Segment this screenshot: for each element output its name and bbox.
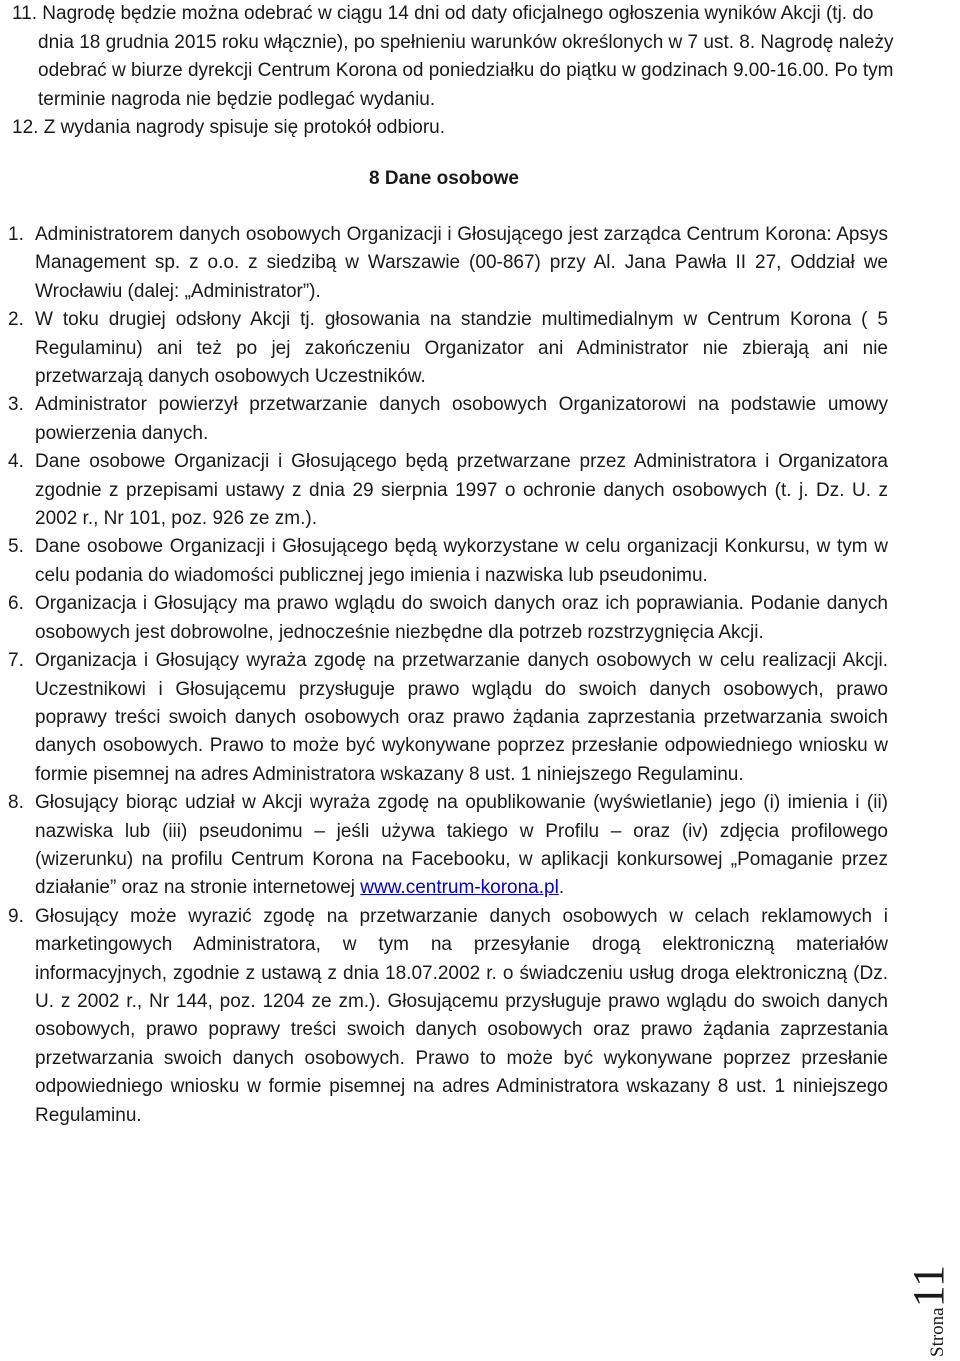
section-heading: 8 Dane osobowe xyxy=(369,168,519,189)
item-text: Głosujący może wyrazić zgodę na przetwarzanie danych osobowych w celach reklamowych i marketingowych Administratora, w tym na przesyłanie drogą elektroniczną materiałów informacyjnych, zgodnie z ustawą z dnia 18.07.2002 r. o świadczeniu usług droga elektroniczną (Dz. U. z 2002 r., Nr 144, poz. 1204 ze zm.). Głosującemu przysługuje prawo wglądu do swoich danych osobowych, prawo poprawy treści swoich danych osobowych oraz prawo żądania zaprzestania przetwarzania swoich danych osobowych. Prawo to może być wykonywane poprzez przesłanie odpowiedniego wniosku w formie pisemnej na adres Administratora wskazany 8 ust. 1 niniejszego Regulaminu. xyxy=(35,905,888,1126)
list-item xyxy=(8,391,888,448)
item-number: 9. xyxy=(8,905,24,927)
list-item xyxy=(8,903,888,1130)
personal-data-list xyxy=(8,221,888,1130)
item-text: Głosujący biorąc udział w Akcji wyraża zgodę na opublikowanie (wyświetlanie) jego (i) imienia i (ii) nazwiska lub (iii) pseudonimu – jeśli używa takiego w Profilu – oraz (iv) zdjęcia profilowego (wizerunku) na profilu Centrum Korona na Facebooku, w aplikacji konkursowej „Pomaganie przez działanie” oraz na stronie internetowej xyxy=(35,792,888,899)
item-number: 5. xyxy=(8,536,24,558)
item-text-end: . xyxy=(558,877,565,899)
item-text: Organizacja i Głosujący wyraża zgodę na przetwarzanie danych osobowych w celu realizacji Akcji. Uczestnikowi i Głosującemu przysługuje prawo wglądu do swoich danych osobowych, prawo poprawy treści swoich danych osobowych oraz prawo żądania zaprzestania przetwarzania swoich danych osobowych. Prawo to może być wykonywane poprzez przesłanie odpowiedniego wniosku w formie pisemnej na adres Administratora wskazany 8 ust. 1 niniejszego Regulaminu. xyxy=(35,650,888,785)
list-item xyxy=(8,590,888,647)
item-number: 4. xyxy=(8,451,24,473)
item-number: 1. xyxy=(8,224,24,245)
paragraph-12: 12. Z wydania nagrody spisuje się protokół odbioru. xyxy=(12,117,446,139)
list-item xyxy=(8,533,888,590)
page-number-label xyxy=(903,1265,954,1357)
item-text: Organizacja i Głosujący ma prawo wglądu do swoich danych oraz ich poprawiania. Podanie danych osobowych jest dobrowolne, jednocześnie niezbędne dla potrzeb rozstrzygnięcia Akcji. xyxy=(35,593,888,643)
list-item xyxy=(8,448,888,533)
continued-section xyxy=(12,0,900,143)
item-text: Dane osobowe Organizacji i Głosującego będą przetwarzane przez Administratora i Organizatora zgodnie z przepisami ustawy z dnia 29 sierpnia 1997 o ochronie danych osobowych (t. j. Dz. U. z 2002 r., Nr 101, poz. 926 ze zm.). xyxy=(35,451,888,530)
item-number: 8. xyxy=(8,792,24,814)
item-text: Administrator powierzył przetwarzanie danych osobowych Organizatorowi na podstawie umowy powierzenia danych. xyxy=(35,394,888,444)
website-link[interactable]: www.centrum-korona.pl xyxy=(360,877,559,899)
item-number: 6. xyxy=(8,593,24,615)
item-text: Administratorem danych osobowych Organizacji i Głosującego jest zarządca Centrum Korona: Apsys Management sp. z o.o. z siedzibą w Warszawie (00-867) przy Al. Jana Pawła II 27, Oddział we Wrocławiu (dalej: „Administrator”). xyxy=(35,224,888,302)
list-item xyxy=(8,306,888,391)
page-footer xyxy=(904,1237,956,1357)
item-number: 3. xyxy=(8,394,24,416)
item-number: 7. xyxy=(8,650,24,672)
item-number: 2. xyxy=(8,309,24,331)
item-text: W toku drugiej odsłony Akcji tj. głosowania na standzie multimedialnym w Centrum Korona ( 5 Regulaminu) ani też po jej zakończeniu Organizator ani Administrator nie zbierają ani nie przetwarzają danych osobowych Uczestników. xyxy=(35,309,888,388)
page-number: 11 xyxy=(904,1265,953,1308)
list-item xyxy=(8,789,888,903)
item-text: Dane osobowe Organizacji i Głosującego będą wykorzystane w celu organizacji Konkursu, w tym w celu podania do wiadomości publicznej jego imienia i nazwiska lub pseudonimu. xyxy=(35,536,888,586)
paragraph-11: 11. Nagrodę będzie można odebrać w ciągu 14 dni od daty oficjalnego ogłoszenia wyników Akcji (tj. do dnia 18 grudnia 2015 roku włącznie), po spełnieniu warunków określonych w 7 ust. 8. Nagrodę należy odebrać w biurze dyrekcji Centrum Korona od poniedziałku do piątku w godzinach 9.00-16.00. Po tym terminie nagroda nie będzie podlegać wydaniu. xyxy=(12,3,894,110)
list-item xyxy=(8,221,888,306)
list-item xyxy=(8,647,888,789)
footer-label: Strona xyxy=(927,1307,948,1357)
